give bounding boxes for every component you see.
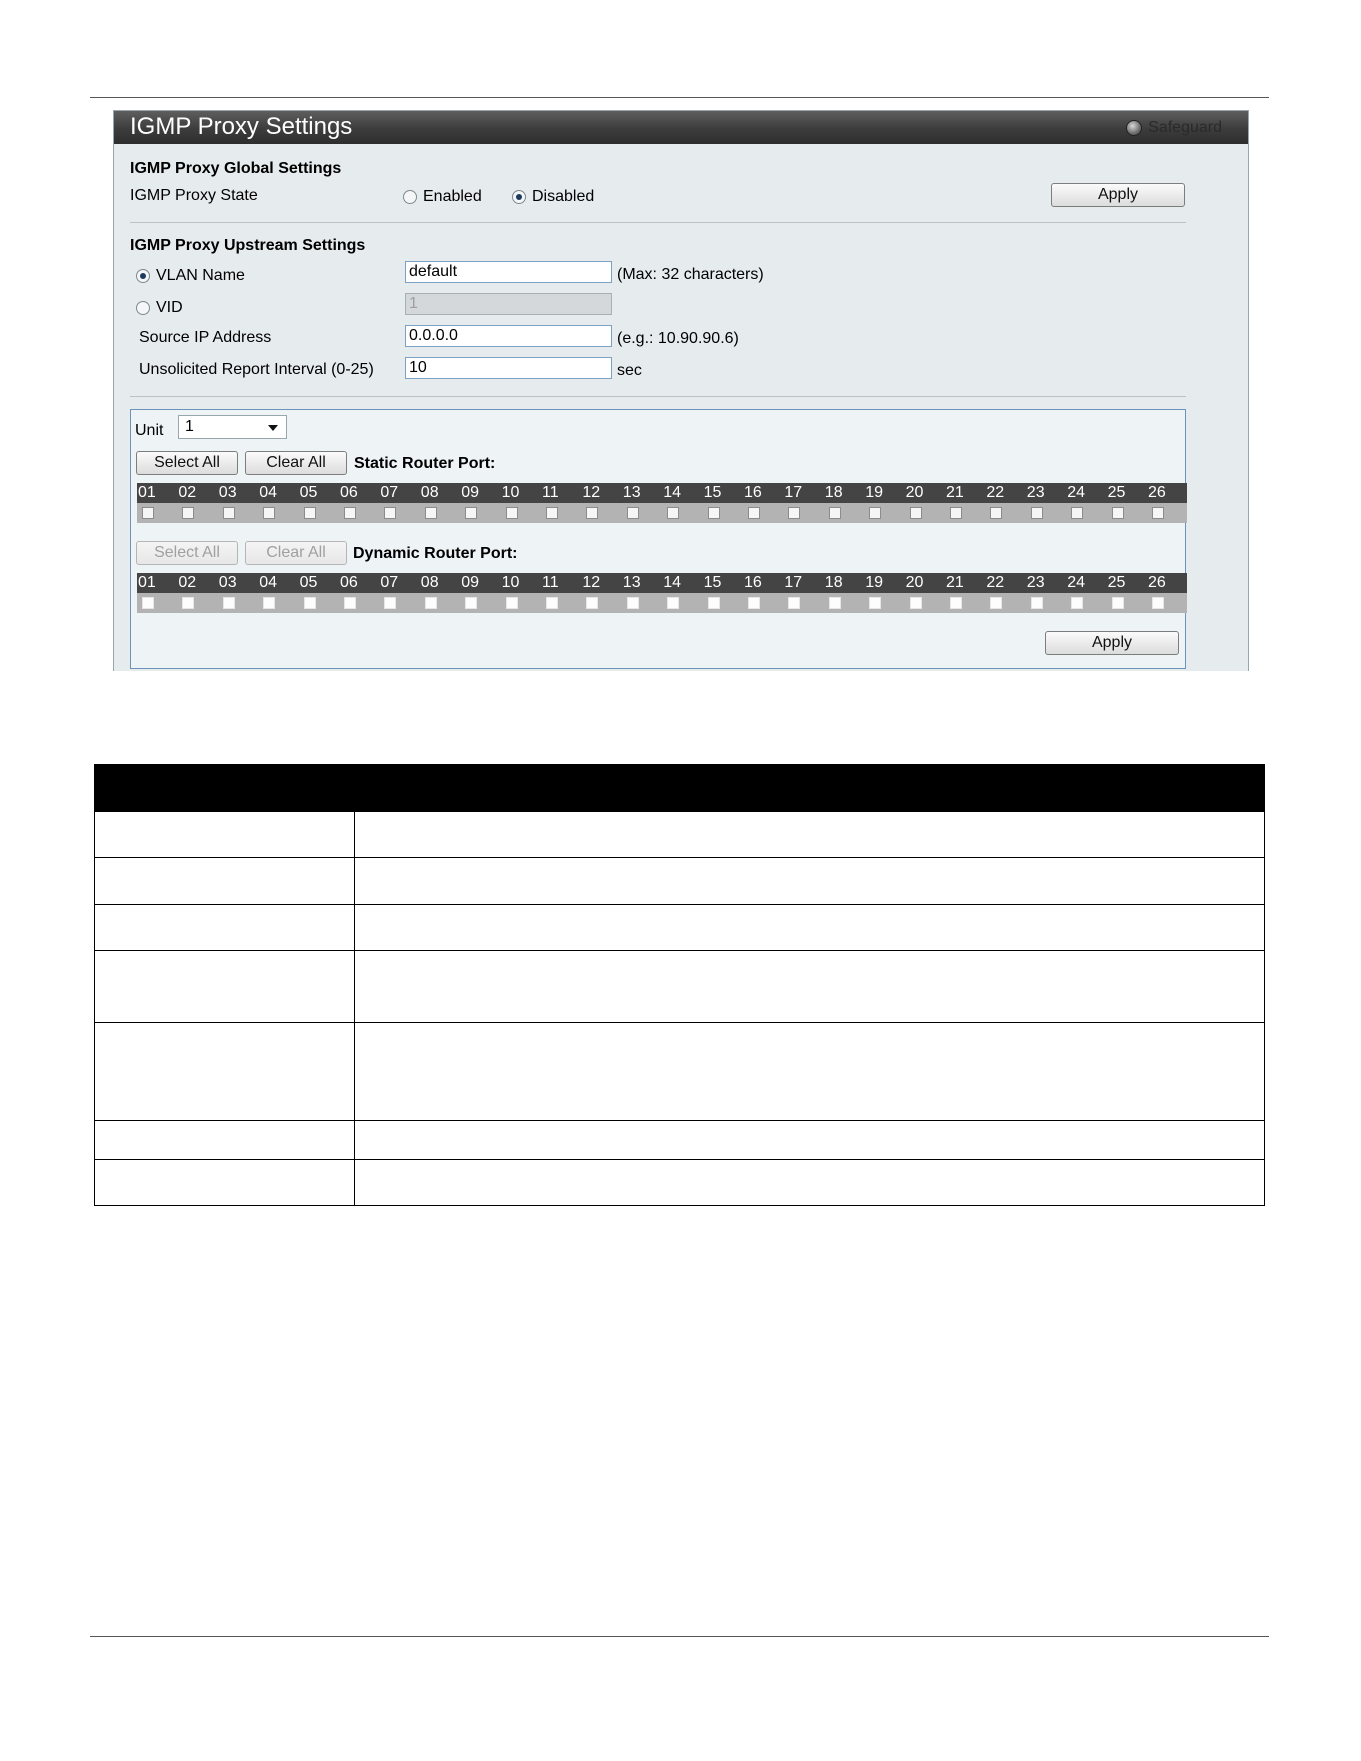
static-port-number: 19 <box>865 484 883 501</box>
dynamic-port-checkbox-17[interactable] <box>788 597 800 609</box>
static-port-checkbox-23[interactable] <box>1031 507 1043 519</box>
parameter-table <box>94 764 1265 1206</box>
table-row <box>95 1160 1265 1206</box>
dynamic-port-checkbox-07[interactable] <box>384 597 396 609</box>
dynamic-port-checkbox-02[interactable] <box>182 597 194 609</box>
global-settings-heading: IGMP Proxy Global Settings <box>130 160 342 177</box>
dynamic-port-number: 19 <box>865 574 883 591</box>
table-row <box>95 1121 1265 1160</box>
dynamic-port-checkbox-23[interactable] <box>1031 597 1043 609</box>
static-port-checkbox-21[interactable] <box>950 507 962 519</box>
interval-label: Unsolicited Report Interval (0-25) <box>139 361 374 378</box>
dynamic-port-number: 04 <box>259 574 277 591</box>
static-port-checkbox-06[interactable] <box>344 507 356 519</box>
vlan-name-radio[interactable] <box>136 269 150 283</box>
dynamic-port-checkbox-04[interactable] <box>263 597 275 609</box>
table-cell <box>355 1121 1265 1160</box>
static-port-checkbox-14[interactable] <box>667 507 679 519</box>
dynamic-port-checkbox-20[interactable] <box>910 597 922 609</box>
page-title: IGMP Proxy Settings <box>130 113 353 140</box>
dynamic-port-number: 22 <box>986 574 1005 591</box>
vid-label: VID <box>156 299 183 316</box>
static-port-number: 17 <box>784 484 803 501</box>
ports-apply-button[interactable]: Apply <box>1045 631 1179 655</box>
static-port-number: 18 <box>824 484 843 501</box>
chevron-down-icon <box>268 425 278 431</box>
static-port-checkbox-03[interactable] <box>223 507 235 519</box>
static-port-number: 22 <box>986 484 1005 501</box>
table-cell <box>355 1160 1265 1206</box>
dynamic-port-checkbox-03[interactable] <box>223 597 235 609</box>
static-clear-all-button[interactable]: Clear All <box>245 451 347 475</box>
dynamic-port-checkbox-09[interactable] <box>465 597 477 609</box>
title-bar <box>114 111 1248 144</box>
dynamic-port-number: 05 <box>299 574 318 591</box>
static-port-header <box>137 483 1187 503</box>
static-port-number: 23 <box>1026 484 1045 501</box>
dynamic-port-checkbox-14[interactable] <box>667 597 679 609</box>
dynamic-port-number: 01 <box>138 574 156 591</box>
dynamic-port-checkbox-08[interactable] <box>425 597 437 609</box>
static-port-number: 12 <box>582 484 601 501</box>
static-port-checkbox-07[interactable] <box>384 507 396 519</box>
unit-label: Unit <box>135 422 164 439</box>
static-port-number: 16 <box>744 484 762 501</box>
dynamic-select-all-button[interactable]: Select All <box>136 541 238 565</box>
source-ip-input[interactable] <box>405 325 612 347</box>
dynamic-port-number: 07 <box>380 574 399 591</box>
dynamic-port-number: 21 <box>946 574 964 591</box>
static-port-number: 26 <box>1148 484 1166 501</box>
static-port-number: 13 <box>622 484 641 501</box>
static-port-number: 03 <box>218 484 237 501</box>
table-cell <box>95 1160 355 1206</box>
vid-option[interactable] <box>136 299 183 317</box>
vlan-name-input[interactable] <box>405 261 612 283</box>
static-router-port-label: Static Router Port: <box>354 455 496 472</box>
dynamic-clear-all-button[interactable]: Clear All <box>245 541 347 565</box>
table-cell <box>95 1121 355 1160</box>
dynamic-port-number: 15 <box>703 574 722 591</box>
table-cell <box>355 951 1265 1023</box>
safeguard-label: Safeguard <box>1148 119 1222 136</box>
dynamic-port-checkbox-21[interactable] <box>950 597 962 609</box>
static-port-checkbox-20[interactable] <box>910 507 922 519</box>
top-rule <box>90 97 1269 98</box>
static-port-number: 07 <box>380 484 399 501</box>
static-port-checkbox-02[interactable] <box>182 507 194 519</box>
static-port-checkbox-11[interactable] <box>546 507 558 519</box>
static-port-number: 14 <box>663 484 681 501</box>
static-port-checkbox-12[interactable] <box>586 507 598 519</box>
dynamic-port-number: 26 <box>1148 574 1166 591</box>
table-cell <box>95 812 355 858</box>
static-port-checkbox-16[interactable] <box>748 507 760 519</box>
proxy-state-enabled[interactable] <box>403 188 482 206</box>
divider <box>130 222 1186 223</box>
table-row <box>95 905 1265 951</box>
dynamic-port-number: 10 <box>501 574 520 591</box>
unit-select[interactable] <box>178 415 287 439</box>
proxy-state-label: IGMP Proxy State <box>130 187 258 204</box>
static-port-number: 05 <box>299 484 318 501</box>
static-port-checkbox-04[interactable] <box>263 507 275 519</box>
vlan-name-label: VLAN Name <box>156 267 245 284</box>
static-port-number: 25 <box>1107 484 1126 501</box>
global-apply-button[interactable]: Apply <box>1051 183 1185 207</box>
static-port-checkbox-17[interactable] <box>788 507 800 519</box>
dynamic-port-checkbox-19[interactable] <box>869 597 881 609</box>
static-port-checkbox-05[interactable] <box>304 507 316 519</box>
upstream-settings-heading: IGMP Proxy Upstream Settings <box>130 237 366 254</box>
dynamic-port-number: 02 <box>178 574 197 591</box>
safeguard-indicator[interactable] <box>1126 119 1222 137</box>
enabled-label: Enabled <box>423 188 482 205</box>
table-header-row <box>95 765 1265 812</box>
table-row <box>95 858 1265 905</box>
table-row <box>95 1023 1265 1121</box>
dynamic-port-checkbox-16[interactable] <box>748 597 760 609</box>
dynamic-port-number: 17 <box>784 574 803 591</box>
static-port-checkbox-26[interactable] <box>1152 507 1164 519</box>
table-row <box>95 812 1265 858</box>
table-cell <box>95 905 355 951</box>
static-port-checkbox-22[interactable] <box>990 507 1002 519</box>
static-port-checkbox-09[interactable] <box>465 507 477 519</box>
dynamic-port-number: 12 <box>582 574 601 591</box>
igmp-proxy-settings-window <box>113 110 1249 671</box>
static-port-checkbox-18[interactable] <box>829 507 841 519</box>
dynamic-port-number: 24 <box>1067 574 1085 591</box>
static-port-checkbox-01[interactable] <box>142 507 154 519</box>
dynamic-port-checkbox-13[interactable] <box>627 597 639 609</box>
static-port-number: 02 <box>178 484 197 501</box>
static-port-number: 20 <box>905 484 924 501</box>
static-port-checkbox-19[interactable] <box>869 507 881 519</box>
dynamic-port-number: 16 <box>744 574 762 591</box>
table-header-cell <box>355 765 1265 812</box>
vlan-name-option[interactable] <box>136 267 245 285</box>
dynamic-port-checkbox-06[interactable] <box>344 597 356 609</box>
divider <box>130 396 1186 397</box>
dynamic-port-checkbox-10[interactable] <box>506 597 518 609</box>
dynamic-port-number: 09 <box>461 574 479 591</box>
bottom-rule <box>90 1636 1269 1637</box>
vlan-name-hint: (Max: 32 characters) <box>617 266 764 283</box>
source-ip-label: Source IP Address <box>139 329 272 346</box>
table-cell <box>95 1023 355 1121</box>
dynamic-port-checkbox-26[interactable] <box>1152 597 1164 609</box>
dynamic-port-checkbox-15[interactable] <box>708 597 720 609</box>
table-cell <box>95 951 355 1023</box>
dynamic-port-checkbox-22[interactable] <box>990 597 1002 609</box>
static-port-checkbox-15[interactable] <box>708 507 720 519</box>
safeguard-led-icon <box>1126 120 1142 136</box>
table-cell <box>95 858 355 905</box>
dynamic-router-port-label: Dynamic Router Port: <box>353 545 518 562</box>
vid-input[interactable] <box>405 293 612 315</box>
dynamic-port-number: 08 <box>420 574 439 591</box>
router-port-panel <box>130 409 1186 669</box>
static-port-checkbox-24[interactable] <box>1071 507 1083 519</box>
disabled-label: Disabled <box>532 188 595 205</box>
static-port-checkbox-13[interactable] <box>627 507 639 519</box>
table-row <box>95 951 1265 1023</box>
static-port-number: 06 <box>340 484 358 501</box>
dynamic-port-header <box>137 573 1187 593</box>
static-port-number: 04 <box>259 484 277 501</box>
static-port-checkbox-08[interactable] <box>425 507 437 519</box>
table-cell <box>355 812 1265 858</box>
static-port-number: 15 <box>703 484 722 501</box>
dynamic-port-number: 03 <box>218 574 237 591</box>
dynamic-port-checkbox-18[interactable] <box>829 597 841 609</box>
dynamic-port-number: 11 <box>542 574 559 591</box>
static-port-checkbox-10[interactable] <box>506 507 518 519</box>
static-port-number: 21 <box>946 484 964 501</box>
source-ip-hint: (e.g.: 10.90.90.6) <box>617 330 739 347</box>
static-port-number: 08 <box>420 484 439 501</box>
dynamic-port-number: 14 <box>663 574 681 591</box>
static-select-all-button[interactable]: Select All <box>136 451 238 475</box>
interval-unit: sec <box>617 362 642 379</box>
dynamic-port-number: 13 <box>622 574 641 591</box>
static-port-number: 11 <box>542 484 559 501</box>
static-port-number: 01 <box>138 484 156 501</box>
dynamic-port-number: 20 <box>905 574 924 591</box>
enabled-radio[interactable] <box>403 190 417 204</box>
static-port-number: 09 <box>461 484 479 501</box>
static-port-row <box>137 503 1187 523</box>
dynamic-port-number: 23 <box>1026 574 1045 591</box>
table-header-cell <box>95 765 355 812</box>
interval-input[interactable] <box>405 357 612 379</box>
dynamic-port-checkbox-25[interactable] <box>1112 597 1124 609</box>
static-port-number: 10 <box>501 484 520 501</box>
unit-select-value: 1 <box>185 418 194 435</box>
dynamic-port-checkbox-01[interactable] <box>142 597 154 609</box>
static-port-number: 24 <box>1067 484 1085 501</box>
dynamic-port-checkbox-05[interactable] <box>304 597 316 609</box>
dynamic-port-checkbox-12[interactable] <box>586 597 598 609</box>
table-cell <box>355 1023 1265 1121</box>
dynamic-port-row <box>137 593 1187 613</box>
disabled-radio[interactable] <box>512 190 526 204</box>
table-cell <box>355 905 1265 951</box>
dynamic-port-checkbox-24[interactable] <box>1071 597 1083 609</box>
static-port-checkbox-25[interactable] <box>1112 507 1124 519</box>
proxy-state-disabled[interactable] <box>512 188 594 206</box>
dynamic-port-checkbox-11[interactable] <box>546 597 558 609</box>
dynamic-port-number: 06 <box>340 574 358 591</box>
dynamic-port-number: 18 <box>824 574 843 591</box>
table-cell <box>355 858 1265 905</box>
dynamic-port-number: 25 <box>1107 574 1126 591</box>
vid-radio[interactable] <box>136 301 150 315</box>
